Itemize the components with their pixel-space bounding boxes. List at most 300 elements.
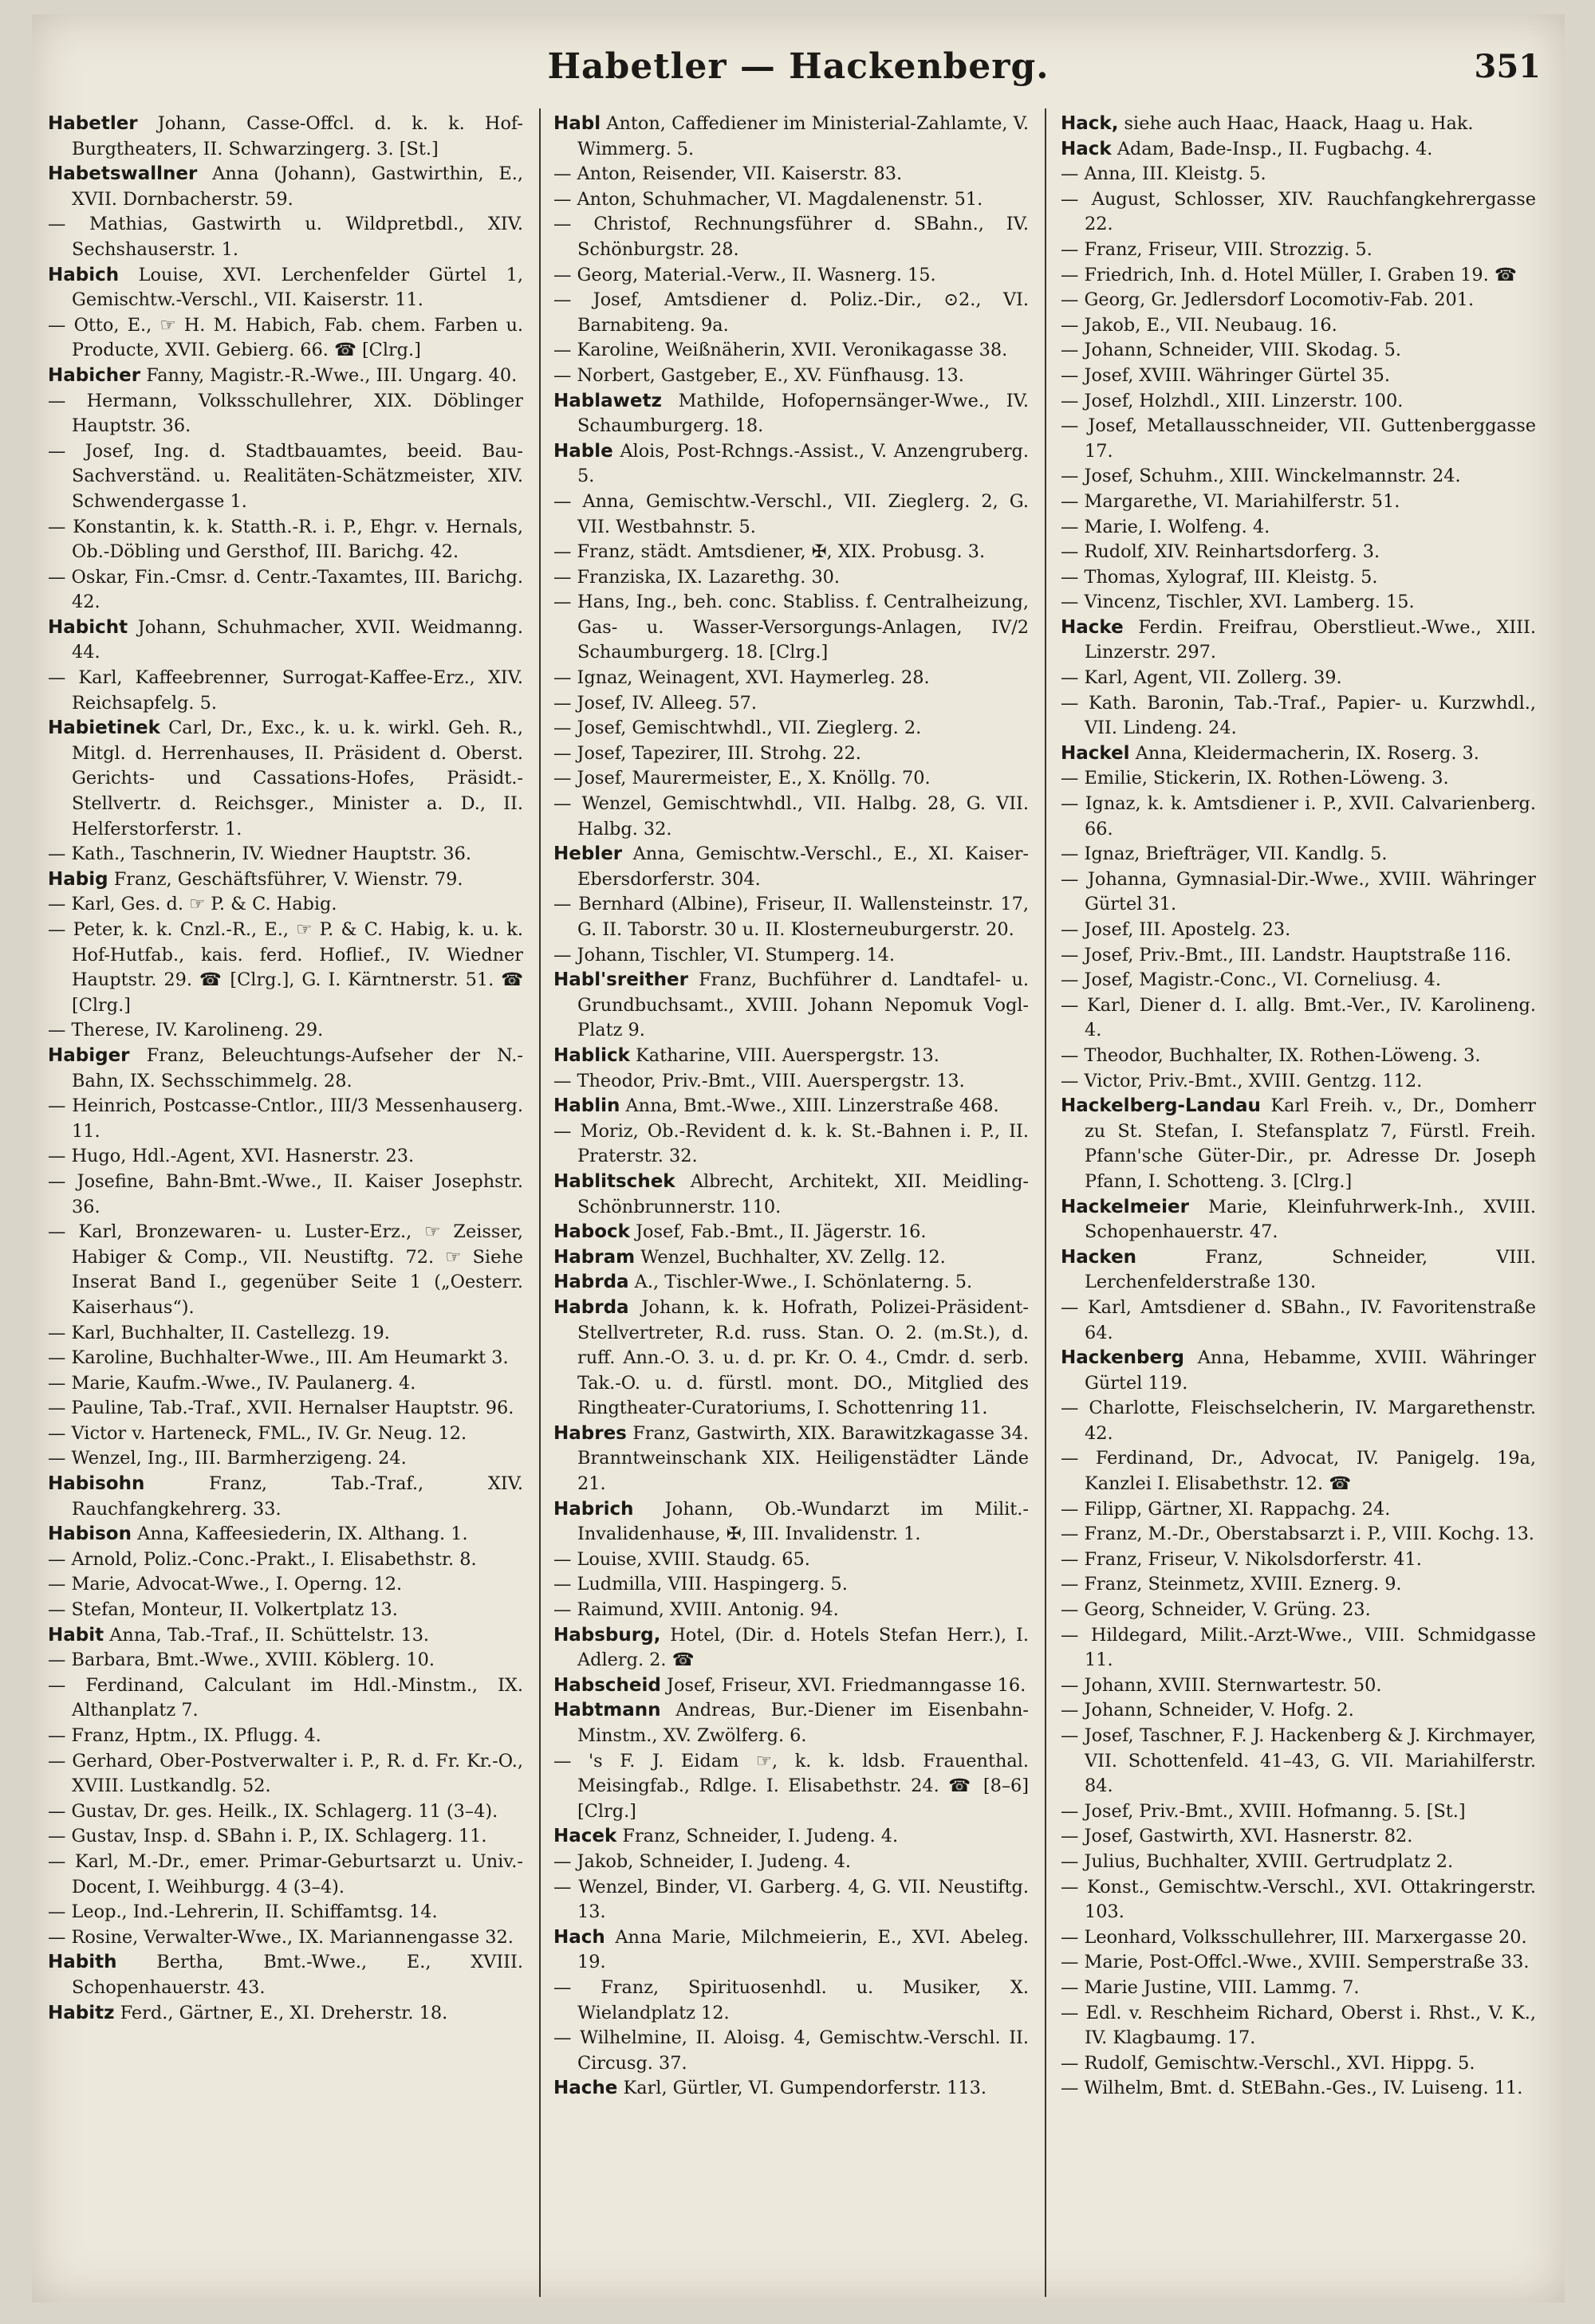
directory-entry	[1061, 1724, 1536, 1799]
entry-text: — Hugo, Hdl.-Agent, XVI. Hasnerstr. 23.	[48, 1146, 415, 1167]
directory-entry	[1061, 490, 1536, 515]
column-divider	[1045, 108, 1046, 2297]
directory-entry	[553, 187, 1029, 213]
directory-entry	[48, 439, 523, 515]
directory-entry	[48, 1950, 523, 2000]
directory-entry	[1061, 1950, 1536, 1976]
entry-text: — Franz, Steinmetz, XVIII. Eznerg. 9.	[1061, 1574, 1402, 1595]
entry-text: Karl Freih. v., Dr., Domherr zu St. Stefan, I. Stefansplatz 7, Fürstl. Freih. Pfann'sche Güter-Dir., pr. Adresse Dr. Joseph Pfann, I. Schotteng. 3. [Clrg.]	[1085, 1095, 1536, 1192]
entry-text: — Franz, Hptm., IX. Pflugg. 4.	[48, 1725, 321, 1746]
directory-entry	[48, 1572, 523, 1598]
entry-text: — Charlotte, Fleischselcherin, IV. Margarethenstr. 42.	[1061, 1398, 1536, 1444]
directory-entry	[553, 389, 1029, 439]
entry-text: Johann, Ob.-Wundarzt im Milit.-Invalidenhause, ✠, III. Invalidenstr. 1.	[577, 1498, 1029, 1545]
entry-text: — Franz, städt. Amtsdiener, ✠, XIX. Probusg. 3.	[553, 541, 986, 563]
entry-text: — Wenzel, Gemischtwhdl., VII. Halbg. 28, G. VII. Halbg. 32.	[553, 793, 1029, 840]
entry-text: — Jakob, Schneider, I. Judeng. 4.	[553, 1850, 852, 1872]
entry-text: — Hermann, Volksschullehrer, XIX. Döblinger Hauptstr. 36.	[48, 390, 523, 437]
entry-surname: Habietinek	[48, 718, 160, 739]
directory-entry	[1061, 666, 1536, 691]
entry-text: — Marie, I. Wolfeng. 4.	[1061, 516, 1270, 537]
directory-entry	[48, 1799, 523, 1825]
directory-entry	[48, 1220, 523, 1320]
entry-text: — Karl, Bronzewaren- u. Luster-Erz., ☞ Zeisser, Habiger & Comp., VII. Neustiftg. 72. ☞ Siehe Inserat Band I., gegenüber Seite 1 („Oesterr. Kaiserhaus“).	[48, 1221, 523, 1318]
directory-entry	[553, 590, 1029, 666]
entry-surname: Habicher	[48, 364, 141, 386]
directory-entry	[48, 1144, 523, 1170]
entry-surname: Hackenberg	[1061, 1347, 1184, 1369]
directory-entry	[1061, 1346, 1536, 1396]
entry-text: Franz, Beleuchtungs-Aufseher der N.-Bahn, IX. Sechsschimmelg. 28.	[72, 1044, 523, 1091]
directory-entry	[48, 389, 523, 439]
entry-surname: Habram	[553, 1246, 636, 1268]
directory-entry	[1061, 1497, 1536, 1523]
entry-text: Josef, Friseur, XVI. Friedmanngasse 16.	[660, 1674, 1026, 1696]
entry-text: Alois, Post-Rchngs.-Assist., V. Anzengruberg. 5.	[577, 440, 1029, 487]
directory-entry	[1061, 1245, 1536, 1296]
directory-entry	[1061, 1044, 1536, 1069]
directory-entry	[1061, 1195, 1536, 1245]
directory-entry	[553, 1698, 1029, 1748]
entry-surname: Hack	[1061, 138, 1112, 159]
directory-entry	[1061, 741, 1536, 767]
entry-surname: Habres	[553, 1422, 627, 1444]
entry-text: Franz, Geschäftsführer, V. Wienstr. 79.	[108, 868, 463, 890]
directory-entry	[553, 1069, 1029, 1095]
directory-entry	[1061, 1925, 1536, 1951]
entry-surname: Habetler	[48, 113, 138, 134]
directory-entry	[1061, 162, 1536, 187]
directory-entry	[553, 162, 1029, 187]
directory-entry	[48, 918, 523, 1018]
entry-surname: Habicht	[48, 616, 128, 638]
directory-entry	[553, 439, 1029, 490]
directory-entry	[48, 1850, 523, 1900]
entry-text: — Stefan, Monteur, II. Volkertplatz 13.	[48, 1599, 398, 1621]
directory-entry	[553, 1220, 1029, 1245]
entry-surname: Habsburg,	[553, 1624, 661, 1646]
entry-text: — Johann, Schneider, V. Hofg. 2.	[1061, 1700, 1354, 1721]
directory-entry	[1061, 590, 1536, 615]
entry-text: — Wilhelmine, II. Aloisg. 4, Gemischtw.-Verschl. II. Circusg. 37.	[553, 2027, 1029, 2074]
entry-text: Hotel, (Dir. d. Hotels Stefan Herr.), I. Adlerg. 2. ☎	[577, 1624, 1029, 1671]
entry-surname: Hablawetz	[553, 390, 662, 411]
directory-entry	[553, 1598, 1029, 1623]
entry-text: Ferdin. Freifrau, Oberstlieut.-Wwe., XIII. Linzerstr. 297.	[1085, 616, 1536, 663]
entry-text: — Emilie, Stickerin, IX. Rothen-Löweng. 3.	[1061, 768, 1449, 789]
entry-text: — Wilhelm, Bmt. d. StEBahn.-Ges., IV. Luiseng. 11.	[1061, 2078, 1523, 2099]
directory-entry	[553, 1497, 1029, 1547]
directory-column-1	[48, 112, 523, 2296]
entry-text: — Karl, Amtsdiener d. SBahn., IV. Favoritenstraße 64.	[1061, 1296, 1536, 1343]
entry-surname: Hach	[553, 1926, 605, 1948]
entry-text: — Josef, Priv.-Bmt., III. Landstr. Hauptstraße 116.	[1061, 944, 1512, 965]
directory-entry	[48, 1170, 523, 1220]
entry-text: — Johann, Tischler, VI. Stumperg. 14.	[553, 944, 895, 965]
entry-text: — Karoline, Buchhalter-Wwe., III. Am Heumarkt 3.	[48, 1347, 509, 1369]
entry-text: — Kath., Taschnerin, IV. Wiedner Hauptstr. 36.	[48, 843, 471, 865]
directory-entry	[48, 1346, 523, 1371]
entry-text: — Leop., Ind.-Lehrerin, II. Schiffamtsg. 14.	[48, 1901, 438, 1923]
directory-entry	[553, 716, 1029, 741]
entry-text: — Kath. Baronin, Tab.-Traf., Papier- u. Kurzwhdl., VII. Lindeng. 24.	[1061, 692, 1536, 739]
directory-entry	[1061, 968, 1536, 993]
entry-text: — Josef, Priv.-Bmt., XVIII. Hofmanng. 5. [St.]	[1061, 1800, 1466, 1822]
entry-surname: Hackel	[1061, 742, 1130, 764]
entry-text: — Rudolf, XIV. Reinhartsdorferg. 3.	[1061, 541, 1380, 563]
directory-entry	[553, 1925, 1029, 1976]
entry-surname: Habl'sreither	[553, 969, 688, 991]
entry-text: — Christof, Rechnungsführer d. SBahn., IV. Schönburgstr. 28.	[553, 214, 1029, 260]
entry-text: — Ludmilla, VIII. Haspingerg. 5.	[553, 1574, 848, 1595]
entry-text: — Karl, M.-Dr., emer. Primar-Geburtsarzt u. Univ.-Docent, I. Weihburgg. 4 (3–4).	[48, 1850, 523, 1897]
directory-entry	[553, 892, 1029, 942]
directory-entry	[553, 943, 1029, 969]
directory-entry	[553, 1850, 1029, 1875]
entry-text: — Karl, Ges. d. ☞ P. & C. Habig.	[48, 894, 337, 915]
entry-text: — Therese, IV. Karolineng. 29.	[48, 1020, 324, 1041]
entry-text: — Jakob, E., VII. Neubaug. 16.	[1061, 314, 1337, 336]
entry-text: — Josef, III. Apostelg. 23.	[1061, 919, 1291, 940]
directory-entry	[553, 1976, 1029, 2026]
entry-surname: Habig	[48, 868, 108, 890]
directory-entry	[553, 1824, 1029, 1850]
entry-text: — Margarethe, VI. Mariahilferstr. 51.	[1061, 490, 1400, 512]
entry-surname: Hacken	[1061, 1246, 1137, 1268]
entry-text: — Marie Justine, VIII. Lammg. 7.	[1061, 1976, 1360, 1998]
entry-text: Mathilde, Hofopernsänger-Wwe., IV. Schaumburgerg. 18.	[577, 390, 1029, 437]
entry-text: — Pauline, Tab.-Traf., XVII. Hernalser Hauptstr. 96.	[48, 1398, 514, 1419]
directory-entry	[1061, 1976, 1536, 2001]
entry-text: — Julius, Buchhalter, XVIII. Gertrudplatz 2.	[1061, 1850, 1454, 1872]
directory-entry	[1061, 1598, 1536, 1623]
directory-entry	[48, 1094, 523, 1144]
entry-surname: Habith	[48, 1952, 117, 1973]
directory-entry	[1061, 137, 1536, 163]
entry-text: Wenzel, Buchhalter, XV. Zellg. 12.	[635, 1246, 946, 1268]
entry-text: — Barbara, Bmt.-Wwe., XVIII. Köblerg. 10.	[48, 1650, 435, 1671]
entry-text: — Rudolf, Gemischtw.-Verschl., XVI. Hippg. 5.	[1061, 2052, 1475, 2074]
directory-entry	[1061, 112, 1536, 137]
directory-entry	[48, 212, 523, 262]
directory-entry	[1061, 2076, 1536, 2102]
directory-entry	[1061, 238, 1536, 263]
directory-entry	[48, 112, 523, 162]
entry-text: — Bernhard (Albine), Friseur, II. Wallensteinstr. 17, G. II. Taborstr. 30 u. II. Klosterneuburgerstr. 20.	[553, 894, 1029, 940]
directory-entry	[48, 1396, 523, 1422]
directory-entry	[553, 263, 1029, 289]
entry-text: A., Tischler-Wwe., I. Schönlaterng. 5.	[628, 1272, 973, 1293]
directory-entry	[553, 1094, 1029, 1119]
entry-text: — Franz, Friseur, VIII. Strozzig. 5.	[1061, 238, 1372, 260]
entry-text: — Marie, Advocat-Wwe., I. Operng. 12.	[48, 1574, 403, 1595]
entry-text: — Ferdinand, Dr., Advocat, IV. Panigelg. 19a, Kanzlei I. Elisabethstr. 12. ☎	[1061, 1448, 1536, 1495]
entry-surname: Habiger	[48, 1044, 130, 1066]
directory-entry	[48, 1598, 523, 1623]
directory-entry	[553, 1572, 1029, 1598]
entry-text: Ferd., Gärtner, E., XI. Dreherstr. 18.	[114, 2002, 448, 2023]
entry-text: Bertha, Bmt.-Wwe., E., XVIII. Schopenhauerstr. 43.	[72, 1952, 523, 1998]
directory-entry	[553, 1623, 1029, 1673]
directory-entry	[48, 313, 523, 364]
directory-entry	[48, 867, 523, 893]
entry-text: Anna, Kaffeesiederin, IX. Althang. 1.	[131, 1524, 468, 1545]
directory-entry	[48, 1900, 523, 1925]
entry-text: — Moriz, Ob.-Revident d. k. k. St.-Bahnen i. P., II. Praterstr. 32.	[553, 1120, 1029, 1167]
directory-entry	[1061, 842, 1536, 867]
entry-text: — Josef, Amtsdiener d. Poliz.-Dir., ⊙2., VI. Barnabiteng. 9a.	[553, 289, 1029, 336]
directory-entry	[553, 1119, 1029, 1170]
entry-text: — Edl. v. Reschheim Richard, Oberst i. Rhst., V. K., IV. Klagbaumg. 17.	[1061, 2002, 1536, 2049]
entry-text: — Friedrich, Inh. d. Hotel Müller, I. Graben 19. ☎	[1061, 264, 1517, 285]
directory-entry	[1061, 1296, 1536, 1346]
entry-surname: Habison	[48, 1524, 132, 1545]
entry-text: — Ignaz, k. k. Amtsdiener i. P., XVII. Calvarienberg. 66.	[1061, 793, 1536, 840]
directory-entry	[553, 1673, 1029, 1699]
directory-entry	[1061, 464, 1536, 490]
directory-entry	[48, 1925, 523, 1951]
directory-entry	[553, 2026, 1029, 2076]
entry-text: Adam, Bade-Insp., II. Fugbachg. 4.	[1111, 138, 1433, 159]
directory-entry	[553, 1547, 1029, 1573]
directory-entry	[553, 741, 1029, 767]
entry-text: — Victor v. Harteneck, FML., IV. Gr. Neug. 12.	[48, 1422, 467, 1444]
entry-text: Franz, Schneider, VIII. Lerchenfelderstraße 130.	[1085, 1246, 1536, 1293]
directory-entry	[1061, 389, 1536, 415]
entry-text: Andreas, Bur.-Diener im Eisenbahn-Minstm., XV. Zwölferg. 6.	[577, 1700, 1029, 1746]
directory-entry	[1061, 2001, 1536, 2051]
entry-text: Anna, Bmt.-Wwe., XIII. Linzerstraße 468.	[620, 1095, 999, 1117]
entry-text: — Victor, Priv.-Bmt., XVIII. Gentzg. 112.	[1061, 1070, 1423, 1091]
entry-text: Franz, Buchführer d. Landtafel- u. Grundbuchsamt., XVIII. Johann Nepomuk Vogl-Platz 9.	[577, 969, 1029, 1041]
entry-text: — Karoline, Weißnäherin, XVII. Veronikagasse 38.	[553, 340, 1008, 361]
entry-text: — Josef, Maurermeister, E., X. Knöllg. 70.	[553, 768, 931, 789]
entry-text: — Franz, Friseur, V. Nikolsdorferstr. 41.	[1061, 1548, 1422, 1570]
directory-entry	[553, 2076, 1029, 2102]
directory-entry	[553, 364, 1029, 389]
entry-text: — Theodor, Priv.-Bmt., VIII. Auerspergstr. 13.	[553, 1070, 965, 1091]
entry-surname: Hache	[553, 2078, 618, 2099]
directory-entry	[553, 490, 1029, 540]
directory-entry	[1061, 943, 1536, 969]
entry-surname: Hackelmeier	[1061, 1196, 1189, 1217]
entry-text: Johann, k. k. Hofrath, Polizei-Präsident-Stellvertreter, R.d. russ. Stan. O. 2. (m.St.), d. ruff. Ann.-O. 3. u. d. pr. Kr. O. 4., Cmdr. d. serb. Tak.-O. u. d. fürstl. mont. DO., Mitglied des Ringtheater-Curatoriums, I. Schottenring 11.	[577, 1296, 1029, 1419]
entry-surname: Habitz	[48, 2002, 115, 2023]
entry-text: — Leonhard, Volksschullehrer, III. Marxergasse 20.	[1061, 1926, 1527, 1948]
entry-text: — Josefine, Bahn-Bmt.-Wwe., II. Kaiser Josephstr. 36.	[48, 1170, 523, 1217]
entry-text: — Ignaz, Weinagent, XVI. Haymerleg. 28.	[553, 667, 930, 689]
entry-text: — Franz, M.-Dr., Oberstabsarzt i. P., VIII. Kochg. 13.	[1061, 1524, 1534, 1545]
entry-text: Josef, Fab.-Bmt., II. Jägerstr. 16.	[629, 1221, 927, 1243]
entry-text: — Josef, Metallausschneider, VII. Guttenberggasse 17.	[1061, 415, 1536, 462]
entry-surname: Hacke	[1061, 616, 1124, 638]
directory-entry	[1061, 1799, 1536, 1825]
entry-surname: Hebler	[553, 843, 623, 865]
entry-surname: Hacek	[553, 1826, 617, 1847]
entry-text: Karl, Gürtler, VI. Gumpendorferstr. 113.	[617, 2078, 987, 2099]
entry-text: — Ignaz, Briefträger, VII. Kandlg. 5.	[1061, 843, 1388, 865]
directory-entry	[1061, 565, 1536, 591]
entry-text: — Theodor, Buchhalter, IX. Rothen-Löweng. 3.	[1061, 1044, 1481, 1066]
directory-entry	[553, 288, 1029, 338]
directory-entry	[1061, 1396, 1536, 1446]
entry-text: — Konstantin, k. k. Statth.-R. i. P., Ehgr. v. Hernals, Ob.-Döbling und Gersthof, III. Barichg. 42.	[48, 516, 523, 563]
directory-entry	[1061, 1094, 1536, 1194]
directory-entry	[48, 565, 523, 615]
directory-entry	[553, 842, 1029, 892]
entry-text: — Josef, Holzhdl., XIII. Linzerstr. 100.	[1061, 390, 1404, 411]
entry-surname: Habock	[553, 1221, 630, 1243]
directory-entry	[1061, 414, 1536, 464]
directory-entry	[48, 1648, 523, 1673]
directory-entry	[48, 1673, 523, 1724]
directory-entry	[1061, 918, 1536, 943]
directory-entry	[48, 615, 523, 666]
entry-text: — Norbert, Gastgeber, E., XV. Fünfhausg. 13.	[553, 364, 964, 386]
directory-entry	[1061, 1850, 1536, 1875]
entry-text: — Franziska, IX. Lazarethg. 30.	[553, 566, 841, 588]
directory-entry	[48, 1547, 523, 1573]
directory-entry	[553, 112, 1029, 162]
entry-text: Franz, Schneider, I. Judeng. 4.	[616, 1826, 899, 1847]
entry-text: Albrecht, Architekt, XII. Meidling-Schönbrunnerstr. 110.	[577, 1170, 1029, 1217]
page-number: 351	[1474, 48, 1541, 85]
entry-text: Carl, Dr., Exc., k. u. k. wirkl. Geh. R., Mitgl. d. Herrenhauses, II. Präsident d. Oberst. Gerichts- und Cassations-Hofes, Präsidt.-Stellvertr. d. Reichsger., Minister a. D., II. Helferstorferstr. 1.	[72, 718, 523, 840]
entry-text: Marie, Kleinfuhrwerk-Inh., XVIII. Schopenhauerstr. 47.	[1085, 1196, 1536, 1243]
directory-entry	[553, 1270, 1029, 1296]
entry-text: — Johann, XVIII. Sternwartestr. 50.	[1061, 1674, 1382, 1696]
entry-text: — Josef, IV. Alleeg. 57.	[553, 692, 757, 714]
directory-entry	[48, 1321, 523, 1347]
entry-text: — Josef, Gastwirth, XVI. Hasnerstr. 82.	[1061, 1826, 1413, 1847]
directory-entry	[1061, 288, 1536, 313]
directory-entry	[1061, 338, 1536, 364]
directory-entry	[48, 162, 523, 212]
entry-text: — Wenzel, Binder, VI. Garberg. 4, G. VII. Neustiftg. 13.	[553, 1876, 1029, 1923]
entry-text: Anna Marie, Milchmeierin, E., XVI. Abeleg. 19.	[577, 1926, 1029, 1973]
entry-text: Johann, Schuhmacher, XVII. Weidmanng. 44.	[72, 616, 523, 663]
directory-entry	[48, 1749, 523, 1799]
directory-entry	[1061, 364, 1536, 389]
entry-text: — Gerhard, Ober-Postverwalter i. P., R. d. Fr. Kr.-O., XVIII. Lustkandlg. 52.	[48, 1750, 523, 1797]
entry-surname: Hablick	[553, 1044, 630, 1066]
directory-entry	[553, 792, 1029, 842]
directory-entry	[553, 766, 1029, 792]
directory-entry	[1061, 1547, 1536, 1573]
page-title: Habetler — Hackenberg.	[547, 46, 1050, 87]
directory-entry	[553, 1296, 1029, 1422]
entry-text: — Josef, Gemischtwhdl., VII. Zieglerg. 2.	[553, 718, 922, 739]
entry-surname: Habrda	[553, 1272, 629, 1293]
page-header	[32, 38, 1565, 94]
entry-text: — Georg, Gr. Jedlersdorf Locomotiv-Fab. 201.	[1061, 289, 1475, 311]
entry-text: Franz, Gastwirth, XIX. Barawitzkagasse 34. Branntweinschank XIX. Heiligenstädter Lände 21.	[577, 1422, 1029, 1495]
entry-text: — August, Schlosser, XIV. Rauchfangkehrergasse 22.	[1061, 188, 1536, 235]
directory-entry	[1061, 1522, 1536, 1547]
entry-surname: Habl	[553, 113, 601, 134]
entry-text: — Vincenz, Tischler, XVI. Lamberg. 15.	[1061, 592, 1415, 613]
directory-entry	[1061, 540, 1536, 565]
directory-entry	[1061, 615, 1536, 666]
directory-entry	[1061, 1824, 1536, 1850]
entry-surname: Habisohn	[48, 1473, 145, 1495]
directory-entry	[553, 1044, 1029, 1069]
entry-text: — Karl, Buchhalter, II. Castellezg. 19.	[48, 1322, 390, 1343]
directory-page	[32, 14, 1565, 2302]
entry-surname: Hackelberg-Landau	[1061, 1095, 1261, 1117]
entry-text: — Karl, Kaffeebrenner, Surrogat-Kaffee-Erz., XIV. Reichsapfelg. 5.	[48, 667, 523, 714]
directory-entry	[48, 263, 523, 313]
entry-surname: Habich	[48, 264, 120, 285]
entry-text: Anna (Johann), Gastwirthin, E., XVII. Dornbacherstr. 59.	[72, 163, 523, 210]
entry-text: — Johann, Schneider, VIII. Skodag. 5.	[1061, 340, 1401, 361]
entry-text: Anna, Kleidermacherin, IX. Roserg. 3.	[1129, 742, 1479, 764]
directory-entry	[1061, 867, 1536, 918]
entry-text: — Josef, Magistr.-Conc., VI. Corneliusg. 4.	[1061, 969, 1441, 991]
entry-surname: Habetswallner	[48, 163, 198, 185]
directory-entry	[553, 1749, 1029, 1825]
entry-text: — Wenzel, Ing., III. Barmherzigeng. 24.	[48, 1448, 407, 1469]
directory-column-2	[553, 112, 1029, 2296]
entry-text: — Anna, III. Kleistg. 5.	[1061, 163, 1266, 185]
directory-entry	[48, 892, 523, 918]
entry-text: — Konst., Gemischtw.-Verschl., XVI. Ottakringerstr. 103.	[1061, 1876, 1536, 1923]
directory-entry	[1061, 187, 1536, 238]
entry-text: — Georg, Schneider, V. Grüng. 23.	[1061, 1599, 1371, 1621]
entry-text: — Thomas, Xylograf, III. Kleistg. 5.	[1061, 566, 1378, 588]
directory-entry	[48, 1472, 523, 1522]
entry-text: — Josef, Schuhm., XIII. Winckelmannstr. 24.	[1061, 466, 1461, 487]
directory-entry	[1061, 1446, 1536, 1496]
directory-entry	[1061, 1572, 1536, 1598]
entry-text: — 's F. J. Eidam ☞, k. k. ldsb. Frauenthal. Meisingfab., Rdlge. I. Elisabethstr. 24. ☎ [8–6] [Clrg.]	[553, 1750, 1029, 1822]
directory-entry	[1061, 313, 1536, 339]
entry-text: Anna, Tab.-Traf., II. Schüttelstr. 13.	[104, 1624, 430, 1646]
entry-text: — Anna, Gemischtw.-Verschl., VII. Zieglerg. 2, G. VII. Westbahnstr. 5.	[553, 490, 1029, 537]
directory-entry	[1061, 993, 1536, 1044]
directory-entry	[553, 1422, 1029, 1497]
entry-text: — Peter, k. k. Cnzl.-R., E., ☞ P. & C. Habig, k. u. k. Hof-Hutfab., kais. ferd. Hoflief., IV. Wiedner Hauptstr. 29. ☎ [Clrg.], G. I. Kärntnerstr. 51. ☎ [Clrg.]	[48, 919, 523, 1016]
entry-text: — Marie, Post-Offcl.-Wwe., XVIII. Semperstraße 33.	[1061, 1952, 1530, 1973]
entry-surname: Habrda	[553, 1296, 629, 1318]
entry-surname: Habtmann	[553, 1700, 661, 1721]
directory-entry	[48, 1724, 523, 1749]
entry-text: — Georg, Material.-Verw., II. Wasnerg. 15.	[553, 264, 936, 285]
directory-entry	[1061, 691, 1536, 741]
entry-text: — Louise, XVIII. Staudg. 65.	[553, 1548, 810, 1570]
entry-text: — Ferdinand, Calculant im Hdl.-Minstm., IX. Althanplatz 7.	[48, 1674, 523, 1721]
directory-entry	[1061, 1875, 1536, 1925]
directory-entry	[553, 565, 1029, 591]
directory-entry	[48, 1446, 523, 1472]
entry-text: — Heinrich, Postcasse-Cntlor., III/3 Messenhauserg. 11.	[48, 1095, 523, 1142]
directory-entry	[48, 515, 523, 565]
directory-entry	[1061, 792, 1536, 842]
directory-entry	[553, 968, 1029, 1044]
directory-entry	[48, 2001, 523, 2027]
entry-text: — Arnold, Poliz.-Conc.-Prakt., I. Elisabethstr. 8.	[48, 1548, 477, 1570]
entry-text: — Josef, XVIII. Währinger Gürtel 35.	[1061, 364, 1390, 386]
directory-entry	[48, 1018, 523, 1044]
entry-surname: Hablitschek	[553, 1170, 675, 1192]
directory-entry	[48, 364, 523, 389]
entry-text: Anton, Caffediener im Ministerial-Zahlamte, V. Wimmerg. 5.	[577, 113, 1029, 159]
entry-text: Franz, Tab.-Traf., XIV. Rauchfangkehrerg. 33.	[72, 1473, 523, 1520]
directory-entry	[48, 1422, 523, 1447]
directory-entry	[48, 666, 523, 716]
entry-surname: Habrich	[553, 1498, 634, 1520]
directory-entry	[48, 1623, 523, 1649]
